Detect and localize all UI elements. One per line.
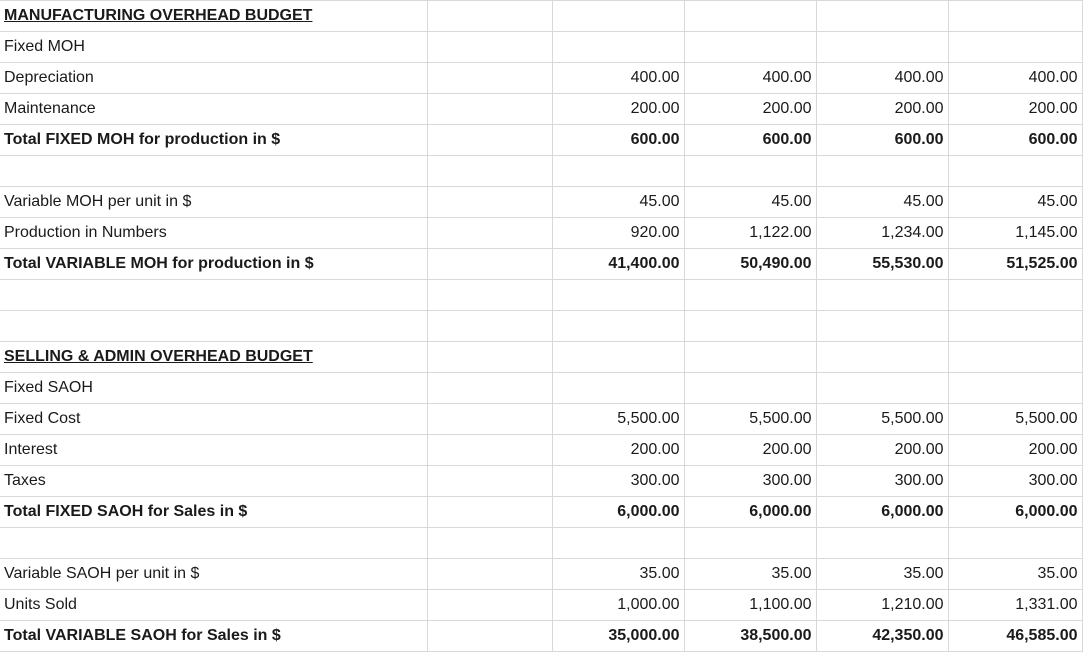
empty-cell[interactable]: [427, 156, 552, 187]
value-cell[interactable]: 600.00: [552, 125, 684, 156]
row-label[interactable]: Maintenance: [0, 94, 427, 125]
value-cell[interactable]: 45.00: [552, 187, 684, 218]
blank-row: [0, 156, 1082, 187]
value-cell[interactable]: [948, 528, 1082, 559]
value-cell[interactable]: 200.00: [816, 435, 948, 466]
row-label[interactable]: Total VARIABLE SAOH for Sales in $: [0, 621, 427, 652]
value-cell[interactable]: 400.00: [552, 63, 684, 94]
value-cell[interactable]: [684, 156, 816, 187]
saoh-heading-row: [0, 342, 1082, 373]
value-cell[interactable]: 400.00: [684, 63, 816, 94]
value-cell[interactable]: 1,100.00: [684, 590, 816, 621]
table-row: [0, 466, 1082, 497]
value-cell[interactable]: 35.00: [816, 559, 948, 590]
empty-cell[interactable]: [427, 559, 552, 590]
value-cell[interactable]: 300.00: [948, 466, 1082, 497]
value-cell[interactable]: 200.00: [948, 94, 1082, 125]
empty-cell[interactable]: [427, 342, 552, 373]
value-cell[interactable]: [552, 342, 684, 373]
value-cell[interactable]: 5,500.00: [816, 404, 948, 435]
table-row: [0, 218, 1082, 249]
row-label[interactable]: Total VARIABLE MOH for production in $: [0, 249, 427, 280]
value-cell[interactable]: [552, 32, 684, 63]
empty-cell[interactable]: [427, 218, 552, 249]
empty-cell[interactable]: [427, 373, 552, 404]
moh-heading-row: [0, 1, 1082, 32]
table-row: [0, 63, 1082, 94]
empty-cell[interactable]: [427, 94, 552, 125]
saoh-fixed-section-row: [0, 373, 1082, 404]
value-cell[interactable]: 35.00: [948, 559, 1082, 590]
empty-cell[interactable]: [427, 280, 552, 311]
value-cell[interactable]: 600.00: [684, 125, 816, 156]
empty-cell[interactable]: [427, 621, 552, 652]
value-cell[interactable]: 920.00: [552, 218, 684, 249]
row-label[interactable]: [0, 156, 427, 187]
empty-cell[interactable]: [427, 187, 552, 218]
value-cell[interactable]: [948, 342, 1082, 373]
value-cell[interactable]: 400.00: [816, 63, 948, 94]
value-cell[interactable]: 42,350.00: [816, 621, 948, 652]
value-cell[interactable]: 35,000.00: [552, 621, 684, 652]
value-cell[interactable]: [816, 528, 948, 559]
row-label[interactable]: Total FIXED SAOH for Sales in $: [0, 497, 427, 528]
value-cell[interactable]: [816, 156, 948, 187]
table-row: [0, 590, 1082, 621]
blank-row: [0, 280, 1082, 311]
value-cell[interactable]: [948, 373, 1082, 404]
value-cell[interactable]: 5,500.00: [684, 404, 816, 435]
empty-cell[interactable]: [427, 125, 552, 156]
row-label[interactable]: Fixed MOH: [0, 32, 427, 63]
row-label[interactable]: Fixed Cost: [0, 404, 427, 435]
row-label[interactable]: Units Sold: [0, 590, 427, 621]
value-cell[interactable]: [552, 528, 684, 559]
value-cell[interactable]: 600.00: [948, 125, 1082, 156]
empty-cell[interactable]: [427, 63, 552, 94]
value-cell[interactable]: [816, 373, 948, 404]
row-label[interactable]: [0, 528, 427, 559]
row-label[interactable]: Total FIXED MOH for production in $: [0, 125, 427, 156]
value-cell[interactable]: 200.00: [684, 94, 816, 125]
value-cell[interactable]: 45.00: [948, 187, 1082, 218]
empty-cell[interactable]: [427, 466, 552, 497]
row-label[interactable]: Depreciation: [0, 63, 427, 94]
value-cell[interactable]: 1,210.00: [816, 590, 948, 621]
blank-row: [0, 311, 1082, 342]
value-cell[interactable]: 45.00: [816, 187, 948, 218]
moh-fixed-total-row: [0, 125, 1082, 156]
value-cell[interactable]: [684, 373, 816, 404]
value-cell[interactable]: [816, 32, 948, 63]
empty-cell[interactable]: [427, 497, 552, 528]
moh-fixed-section-row: [0, 32, 1082, 63]
value-cell[interactable]: [948, 156, 1082, 187]
value-cell[interactable]: 200.00: [552, 435, 684, 466]
value-cell[interactable]: 200.00: [552, 94, 684, 125]
empty-cell[interactable]: [427, 1, 552, 32]
value-cell[interactable]: 6,000.00: [684, 497, 816, 528]
value-cell[interactable]: [552, 280, 684, 311]
section-heading[interactable]: MANUFACTURING OVERHEAD BUDGET: [0, 1, 427, 32]
value-cell[interactable]: 1,122.00: [684, 218, 816, 249]
row-label[interactable]: Variable MOH per unit in $: [0, 187, 427, 218]
value-cell[interactable]: 200.00: [816, 94, 948, 125]
row-label[interactable]: [0, 280, 427, 311]
row-label[interactable]: Production in Numbers: [0, 218, 427, 249]
value-cell[interactable]: 6,000.00: [816, 497, 948, 528]
value-cell[interactable]: 1,145.00: [948, 218, 1082, 249]
value-cell[interactable]: [948, 1, 1082, 32]
value-cell[interactable]: [684, 311, 816, 342]
row-label[interactable]: [0, 311, 427, 342]
value-cell[interactable]: 55,530.00: [816, 249, 948, 280]
value-cell[interactable]: [948, 311, 1082, 342]
row-label[interactable]: Taxes: [0, 466, 427, 497]
value-cell[interactable]: 200.00: [948, 435, 1082, 466]
value-cell[interactable]: [552, 156, 684, 187]
value-cell[interactable]: 1,331.00: [948, 590, 1082, 621]
empty-cell[interactable]: [427, 404, 552, 435]
empty-cell[interactable]: [427, 32, 552, 63]
value-cell[interactable]: [816, 342, 948, 373]
value-cell[interactable]: [684, 1, 816, 32]
section-heading[interactable]: SELLING & ADMIN OVERHEAD BUDGET: [0, 342, 427, 373]
moh-variable-total-row: [0, 249, 1082, 280]
value-cell[interactable]: 35.00: [684, 559, 816, 590]
empty-cell[interactable]: [427, 528, 552, 559]
value-cell[interactable]: 5,500.00: [552, 404, 684, 435]
value-cell[interactable]: 300.00: [552, 466, 684, 497]
empty-cell[interactable]: [427, 435, 552, 466]
value-cell[interactable]: [948, 32, 1082, 63]
blank-row: [0, 528, 1082, 559]
value-cell[interactable]: 45.00: [684, 187, 816, 218]
value-cell[interactable]: 41,400.00: [552, 249, 684, 280]
value-cell[interactable]: 6,000.00: [948, 497, 1082, 528]
value-cell[interactable]: 600.00: [816, 125, 948, 156]
value-cell[interactable]: 300.00: [684, 466, 816, 497]
value-cell[interactable]: 46,585.00: [948, 621, 1082, 652]
value-cell[interactable]: [684, 32, 816, 63]
value-cell[interactable]: [552, 373, 684, 404]
value-cell[interactable]: 6,000.00: [552, 497, 684, 528]
value-cell[interactable]: 300.00: [816, 466, 948, 497]
value-cell[interactable]: 38,500.00: [684, 621, 816, 652]
row-label[interactable]: Interest: [0, 435, 427, 466]
table-row: [0, 404, 1082, 435]
row-label[interactable]: Fixed SAOH: [0, 373, 427, 404]
empty-cell[interactable]: [427, 249, 552, 280]
value-cell[interactable]: 400.00: [948, 63, 1082, 94]
value-cell[interactable]: 200.00: [684, 435, 816, 466]
value-cell[interactable]: [816, 1, 948, 32]
row-label[interactable]: Variable SAOH per unit in $: [0, 559, 427, 590]
table-row: [0, 435, 1082, 466]
table-row: [0, 94, 1082, 125]
value-cell[interactable]: [684, 280, 816, 311]
value-cell[interactable]: 35.00: [552, 559, 684, 590]
value-cell[interactable]: [816, 280, 948, 311]
value-cell[interactable]: [552, 1, 684, 32]
empty-cell[interactable]: [427, 590, 552, 621]
value-cell[interactable]: 50,490.00: [684, 249, 816, 280]
value-cell[interactable]: [684, 528, 816, 559]
value-cell[interactable]: 51,525.00: [948, 249, 1082, 280]
value-cell[interactable]: [948, 280, 1082, 311]
table-row: [0, 187, 1082, 218]
saoh-variable-total-row: [0, 621, 1082, 652]
value-cell[interactable]: [552, 311, 684, 342]
value-cell[interactable]: [816, 311, 948, 342]
value-cell[interactable]: 5,500.00: [948, 404, 1082, 435]
saoh-fixed-total-row: [0, 497, 1082, 528]
value-cell[interactable]: 1,000.00: [552, 590, 684, 621]
empty-cell[interactable]: [427, 311, 552, 342]
value-cell[interactable]: 1,234.00: [816, 218, 948, 249]
value-cell[interactable]: [684, 342, 816, 373]
table-row: [0, 559, 1082, 590]
